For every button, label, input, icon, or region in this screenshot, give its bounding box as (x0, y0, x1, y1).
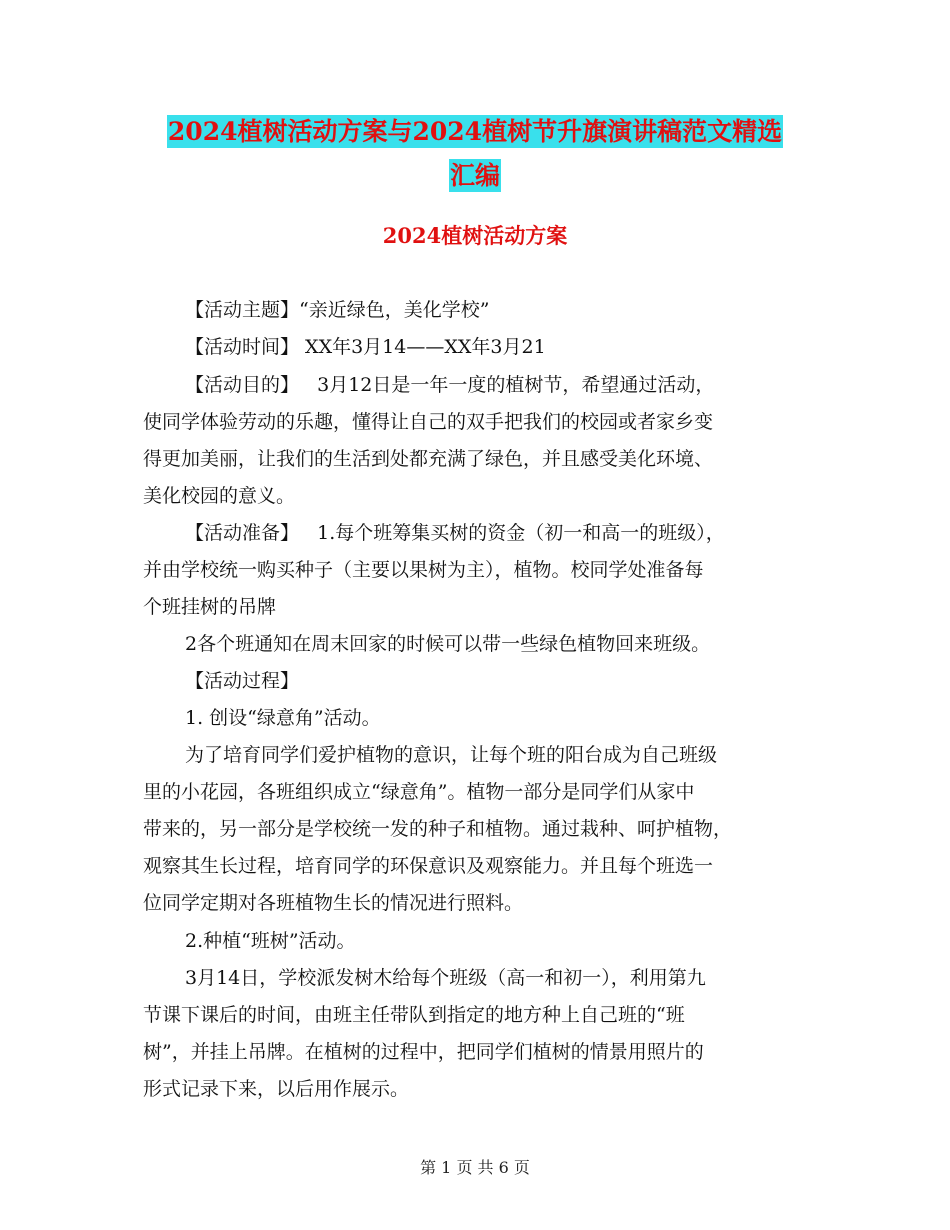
text-line: 2.种植“班树”活动。 (185, 930, 356, 952)
text-line: 形式记录下来，以后用作展示。 (143, 1078, 410, 1100)
page-footer: 第 1 页 共 6 页 (420, 1158, 530, 1177)
text-line: 【活动时间】 XX年3月14——XX年3月21 (185, 336, 546, 358)
text-line: 2各个班通知在周末回家的时候可以带一些绿色植物回来班级。 (185, 633, 711, 655)
text-line: 带来的，另一部分是学校统一发的种子和植物。通过栽种、呵护植物， (143, 818, 733, 840)
text-line: 【活动准备】 1.每个班筹集买树的资金（初一和高一的班级）， (185, 522, 725, 544)
text-line: 【活动目的】 3月12日是一年一度的植树节，希望通过活动， (185, 374, 715, 396)
text-line: 得更加美丽，让我们的生活到处都充满了绿色，并且感受美化环境、 (143, 448, 714, 470)
text-line: 【活动过程】 (185, 670, 300, 692)
text-line: 个班挂树的吊牌 (143, 596, 277, 618)
document-title-line-2: 汇编 (449, 161, 500, 190)
document-title (0, 110, 950, 198)
text-line: 美化校园的意义。 (143, 485, 296, 507)
text-line: 节课下课后的时间，由班主任带队到指定的地方种上自己班的“班 (143, 1004, 685, 1026)
section-title: 2024植树活动方案 (382, 223, 568, 248)
text-line: 为了培育同学们爱护植物的意识，让每个班的阳台成为自己班级 (185, 744, 718, 766)
text-line: 【活动主题】“亲近绿色，美化学校” (185, 299, 490, 321)
text-line: 树”，并挂上吊牌。在植树的过程中，把同学们植树的情景用照片的 (143, 1041, 704, 1063)
text-line: 1. 创设“绿意角”活动。 (185, 707, 381, 729)
text-line: 里的小花园，各班组织成立“绿意角”。植物一部分是同学们从家中 (143, 781, 695, 803)
document-title-line-1: 2024植树活动方案与2024植树节升旗演讲稿范文精选 (167, 117, 783, 146)
text-line: 观察其生长过程，培育同学的环保意识及观察能力。并且每个班选一 (143, 855, 714, 877)
text-line: 使同学体验劳动的乐趣，懂得让自己的双手把我们的校园或者家乡变 (143, 411, 714, 433)
text-line: 并由学校统一购买种子（主要以果树为主），植物。校同学处准备每 (143, 559, 704, 581)
text-line: 3月14日，学校派发树木给每个班级（高一和初一），利用第九 (185, 967, 706, 989)
text-line: 位同学定期对各班植物生长的情况进行照料。 (143, 892, 524, 914)
